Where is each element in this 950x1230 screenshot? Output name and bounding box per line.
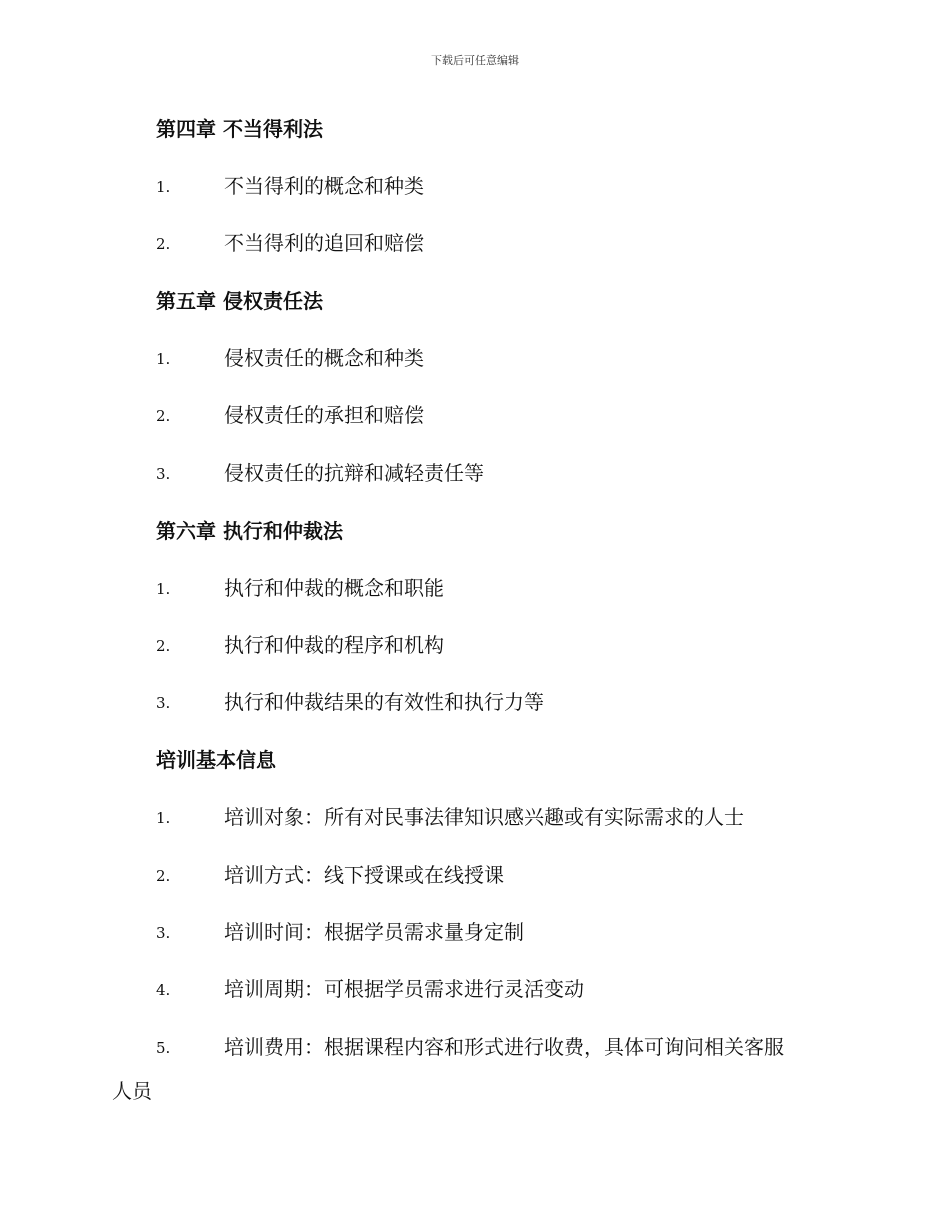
section-heading: 第五章 侵权责任法 bbox=[156, 289, 323, 313]
list-item-text: 执行和仲裁的程序和机构 bbox=[224, 633, 444, 657]
list-item-text: 培训对象：所有对民事法律知识感兴趣或有实际需求的人士 bbox=[224, 805, 744, 829]
list-item-number: 1. bbox=[156, 350, 171, 368]
section-heading: 第四章 不当得利法 bbox=[156, 117, 323, 141]
list-item-text: 培训方式：线下授课或在线授课 bbox=[224, 863, 504, 887]
list-item-number: 5. bbox=[156, 1039, 171, 1057]
section-heading: 培训基本信息 bbox=[156, 748, 276, 772]
list-item-number: 2. bbox=[156, 867, 171, 885]
list-item-number: 1. bbox=[156, 809, 171, 827]
list-item-text: 执行和仲裁的概念和职能 bbox=[224, 576, 444, 600]
list-item-number: 3. bbox=[156, 465, 171, 483]
list-item-number: 3. bbox=[156, 924, 171, 942]
list-item-number: 2. bbox=[156, 407, 171, 425]
list-item-text: 侵权责任的概念和种类 bbox=[224, 346, 424, 370]
section-heading: 第六章 执行和仲裁法 bbox=[156, 519, 343, 543]
list-item-number: 3. bbox=[156, 694, 171, 712]
list-item-number: 2. bbox=[156, 235, 171, 253]
list-item-text: 培训时间：根据学员需求量身定制 bbox=[224, 920, 524, 944]
list-item-text: 侵权责任的抗辩和减轻责任等 bbox=[224, 461, 484, 485]
list-item-number: 1. bbox=[156, 178, 171, 196]
list-item-text: 不当得利的追回和赔偿 bbox=[224, 231, 424, 255]
list-item-text: 培训费用：根据课程内容和形式进行收费，具体可询问相关客服 bbox=[224, 1035, 784, 1059]
list-item-number: 1. bbox=[156, 580, 171, 598]
list-item-text: 侵权责任的承担和赔偿 bbox=[224, 403, 424, 427]
list-item-text-continuation: 人员 bbox=[112, 1079, 152, 1103]
list-item-text: 执行和仲裁结果的有效性和执行力等 bbox=[224, 690, 544, 714]
page-header: 下载后可任意编辑 bbox=[431, 54, 519, 67]
list-item-text: 不当得利的概念和种类 bbox=[224, 174, 424, 198]
list-item-number: 2. bbox=[156, 637, 171, 655]
list-item-number: 4. bbox=[156, 981, 171, 999]
list-item-text: 培训周期：可根据学员需求进行灵活变动 bbox=[224, 977, 584, 1001]
